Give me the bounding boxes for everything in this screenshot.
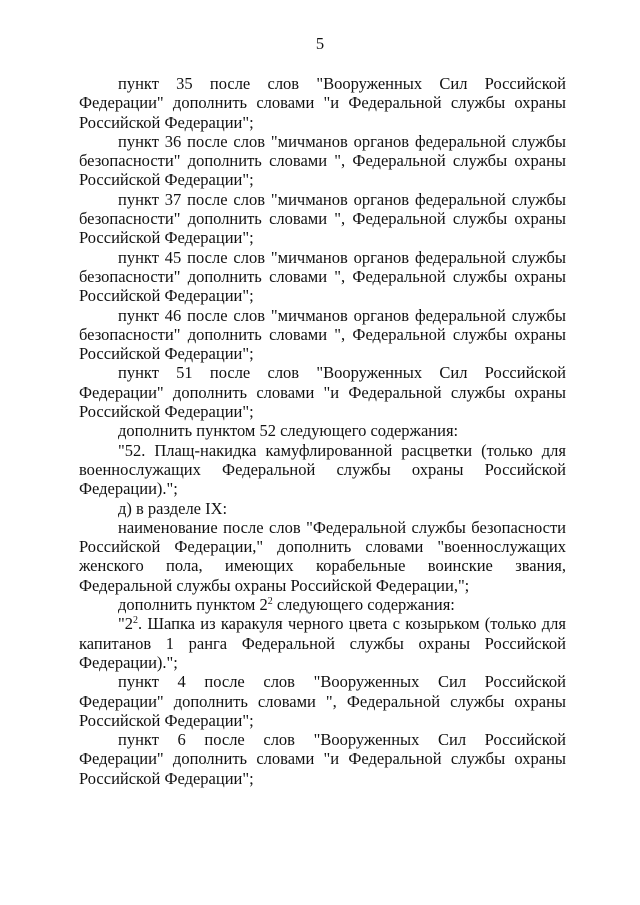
superscript: 2: [133, 615, 138, 627]
paragraph-point-46: пункт 46 после слов "мичманов органов федеральной службы безопасности" дополнить словами ", Федеральной службы охраны Российской Федерации";: [79, 305, 566, 364]
document-body: [79, 74, 566, 788]
text-segment: следующего содержания:: [272, 595, 455, 615]
paragraph-point-2-2-text: [79, 614, 566, 672]
paragraph-point-4: пункт 4 после слов "Вооруженных Сил Российской Федерации" дополнить словами ", Федеральной службы охраны Российской Федерации";: [79, 672, 566, 730]
text-segment: "2: [118, 614, 133, 634]
paragraph-point-36: пункт 36 после слов "мичманов органов федеральной службы безопасности" дополнить словами ", Федеральной службы охраны Российской Федерации";: [79, 131, 566, 190]
page-number: 5: [315, 34, 325, 53]
superscript: 2: [267, 596, 273, 608]
text-segment: дополнить пунктом 2: [118, 595, 268, 615]
paragraph-point-51: пункт 51 после слов "Вооруженных Сил Российской Федерации" дополнить словами "и Федеральной службы охраны Российской Федерации";: [79, 363, 566, 422]
paragraph-section-ix-title: наименование после слов "Федеральной службы безопасности Российской Федерации," дополнить словами "военнослужащих женского пола, имеющих корабельные воинские звания, Федеральной службы охраны Российской Федерации,";: [79, 517, 566, 595]
paragraph-point-45: пункт 45 после слов "мичманов органов федеральной службы безопасности" дополнить словами ", Федеральной службы охраны Российской Федерации";: [79, 247, 566, 306]
text-segment: . Шапка из каракуля черного цвета с козырьком (только для капитанов 1 ранга Федеральной службы охраны Российской Федерации).";: [79, 614, 566, 672]
paragraph-point-52-text: "52. Плащ-накидка камуфлированной расцветки (только для военнослужащих Федеральной службы охраны Российской Федерации).";: [79, 440, 566, 499]
paragraph-point-37: пункт 37 после слов "мичманов органов федеральной службы безопасности" дополнить словами ", Федеральной службы охраны Российской Федерации";: [79, 189, 566, 248]
paragraph-point-35: пункт 35 после слов "Вооруженных Сил Российской Федерации" дополнить словами "и Федеральной службы охраны Российской Федерации";: [79, 74, 566, 132]
paragraph-add-point-2-2: [79, 595, 566, 614]
paragraph-add-point-52: дополнить пунктом 52 следующего содержания:: [118, 421, 459, 441]
paragraph-point-6: пункт 6 после слов "Вооруженных Сил Российской Федерации" дополнить словами "и Федеральной службы охраны Российской Федерации";: [79, 730, 566, 788]
paragraph-section-ix: д) в разделе IX:: [118, 498, 228, 518]
